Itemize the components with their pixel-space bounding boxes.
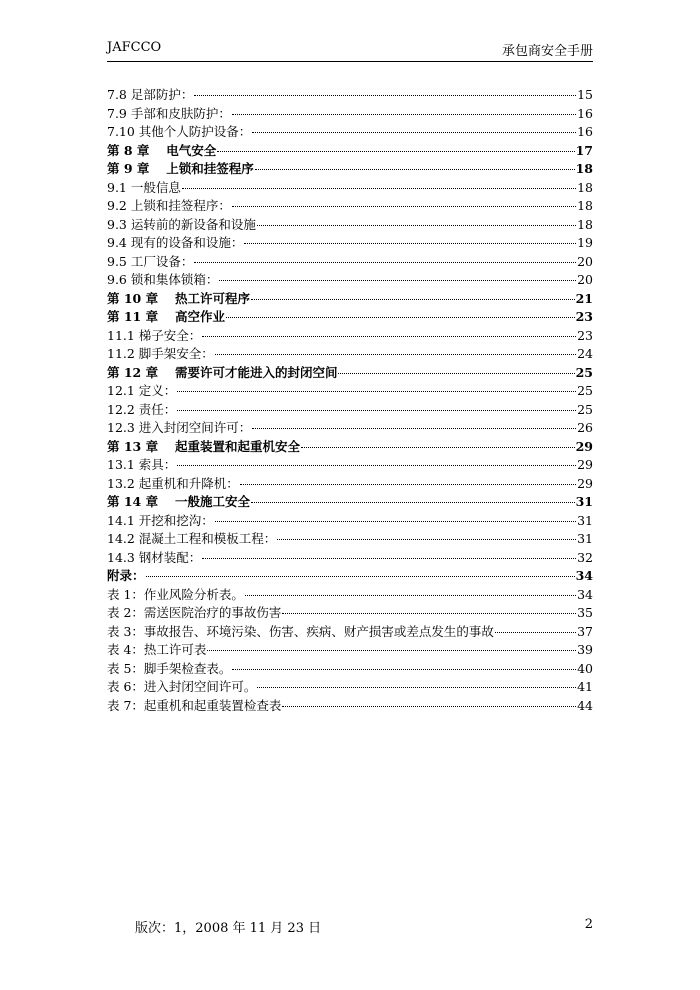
toc-entry-title: 9.4 现有的设备和设施： bbox=[107, 235, 244, 250]
toc-entry-title: 11.2 脚手架安全： bbox=[107, 346, 214, 361]
toc-entry-page: 39 bbox=[577, 642, 593, 657]
dot-leader bbox=[257, 225, 576, 226]
toc-entry-title: 7.8 足部防护： bbox=[107, 87, 194, 102]
dot-leader bbox=[240, 484, 576, 485]
dot-leader bbox=[232, 206, 576, 207]
toc-entry[interactable] bbox=[107, 678, 593, 697]
toc-entry[interactable] bbox=[107, 549, 593, 568]
toc-entry-title: 9.1 一般信息 bbox=[107, 179, 181, 195]
toc-entry-page: 26 bbox=[577, 420, 593, 435]
toc-entry-page: 18 bbox=[577, 198, 593, 213]
toc-entry-page: 31 bbox=[577, 531, 593, 546]
toc-entry-page: 32 bbox=[577, 549, 593, 565]
toc-entry-title: 14.1 开挖和挖沟： bbox=[107, 512, 214, 528]
toc-entry[interactable] bbox=[107, 345, 593, 364]
dot-leader bbox=[194, 95, 576, 96]
toc-entry-title: 第 8 章 电气安全 bbox=[107, 142, 217, 158]
toc-entry-page: 18 bbox=[577, 216, 593, 232]
toc-entry-title: 第 12 章 需要许可才能进入的封闭空间 bbox=[107, 364, 338, 380]
toc-entry[interactable] bbox=[107, 586, 593, 605]
toc-chapter-entry[interactable] bbox=[107, 142, 593, 161]
toc-chapter-entry[interactable] bbox=[107, 438, 593, 457]
toc-entry-page: 16 bbox=[577, 105, 593, 121]
header-company: JAFCCO bbox=[107, 40, 162, 55]
footer-revision: 版次：1，2008 年 11 月 23 日 bbox=[135, 921, 322, 936]
dot-leader bbox=[207, 650, 576, 651]
toc-entry-title: 7.10 其他个人防护设备： bbox=[107, 124, 252, 139]
toc-entry-page: 25 bbox=[575, 364, 593, 380]
dot-leader bbox=[252, 132, 576, 133]
dot-leader bbox=[277, 539, 576, 540]
dot-leader bbox=[146, 576, 575, 577]
toc-entry-title: 13.2 起重机和升降机： bbox=[107, 475, 239, 491]
toc-entry-title: 表 2：需送医院治疗的事故伤害 bbox=[107, 605, 282, 620]
dot-leader bbox=[232, 114, 576, 115]
dot-leader bbox=[251, 502, 575, 503]
toc-entry-page: 15 bbox=[577, 87, 593, 102]
toc-entry[interactable] bbox=[107, 105, 593, 124]
toc-entry-page: 17 bbox=[575, 142, 593, 158]
toc-entry[interactable] bbox=[107, 641, 593, 660]
toc-entry[interactable] bbox=[107, 475, 593, 494]
toc-entry-page: 20 bbox=[577, 253, 593, 269]
toc-chapter-entry[interactable] bbox=[107, 567, 593, 586]
toc-entry-title: 表 5：脚手架检查表。 bbox=[107, 660, 232, 676]
toc-entry[interactable] bbox=[107, 623, 593, 642]
table-of-contents bbox=[107, 86, 593, 715]
toc-entry-page: 25 bbox=[577, 401, 593, 417]
toc-entry-title: 第 10 章 热工许可程序 bbox=[107, 290, 250, 306]
toc-entry-title: 附录： bbox=[107, 568, 145, 583]
toc-entry[interactable] bbox=[107, 382, 593, 401]
dot-leader bbox=[338, 373, 574, 374]
toc-entry[interactable] bbox=[107, 530, 593, 549]
toc-entry-page: 29 bbox=[577, 457, 593, 472]
dot-leader bbox=[182, 188, 576, 189]
toc-entry-page: 18 bbox=[577, 179, 593, 195]
toc-entry-title: 12.2 责任： bbox=[107, 401, 177, 417]
toc-entry-title: 14.2 混凝土工程和模板工程： bbox=[107, 531, 277, 546]
toc-entry[interactable] bbox=[107, 197, 593, 216]
toc-entry-title: 9.6 锁和集体锁箱： bbox=[107, 272, 219, 287]
toc-entry[interactable] bbox=[107, 179, 593, 198]
toc-entry-title: 表 1：作业风险分析表。 bbox=[107, 586, 244, 602]
dot-leader bbox=[226, 317, 575, 318]
dot-leader bbox=[215, 354, 576, 355]
toc-entry-page: 40 bbox=[577, 660, 593, 676]
toc-entry-page: 34 bbox=[577, 586, 593, 602]
toc-entry-page: 37 bbox=[577, 623, 593, 639]
dot-leader bbox=[194, 262, 576, 263]
toc-entry[interactable] bbox=[107, 253, 593, 272]
page-header bbox=[107, 40, 593, 59]
toc-entry[interactable] bbox=[107, 401, 593, 420]
toc-entry[interactable] bbox=[107, 512, 593, 531]
toc-entry-title: 12.3 进入封闭空间许可： bbox=[107, 420, 252, 435]
toc-entry-page: 41 bbox=[577, 679, 593, 694]
dot-leader bbox=[202, 336, 576, 337]
toc-entry[interactable] bbox=[107, 271, 593, 290]
toc-entry-page: 29 bbox=[577, 475, 593, 491]
toc-entry-page: 31 bbox=[577, 512, 593, 528]
toc-entry-title: 第 11 章 高空作业 bbox=[107, 309, 225, 324]
toc-entry[interactable] bbox=[107, 327, 593, 346]
dot-leader bbox=[232, 669, 576, 670]
dot-leader bbox=[217, 151, 574, 152]
dot-leader bbox=[282, 613, 576, 614]
dot-leader bbox=[244, 243, 576, 244]
toc-entry-page: 31 bbox=[575, 494, 593, 509]
dot-leader bbox=[301, 447, 575, 448]
toc-entry-title: 表 6：进入封闭空间许可。 bbox=[107, 679, 257, 694]
dot-leader bbox=[215, 521, 576, 522]
toc-chapter-entry[interactable] bbox=[107, 290, 593, 309]
toc-entry-title: 12.1 定义： bbox=[107, 383, 177, 398]
toc-entry[interactable] bbox=[107, 86, 593, 105]
toc-entry[interactable] bbox=[107, 419, 593, 438]
toc-entry[interactable] bbox=[107, 216, 593, 235]
header-document-title: 承包商安全手册 bbox=[501, 44, 593, 59]
page-footer bbox=[107, 917, 593, 936]
toc-entry[interactable] bbox=[107, 234, 593, 253]
toc-entry-title: 第 13 章 起重装置和起重机安全 bbox=[107, 438, 300, 454]
dot-leader bbox=[495, 632, 576, 633]
dot-leader bbox=[257, 687, 576, 688]
toc-entry-page: 18 bbox=[575, 161, 593, 176]
dot-leader bbox=[177, 410, 576, 411]
toc-entry-title: 9.3 运转前的新设备和设施 bbox=[107, 216, 256, 232]
toc-chapter-entry[interactable] bbox=[107, 493, 593, 512]
toc-chapter-entry[interactable] bbox=[107, 308, 593, 327]
toc-entry-page: 34 bbox=[575, 568, 593, 583]
toc-entry-title: 7.9 手部和皮肤防护： bbox=[107, 105, 231, 121]
header-divider bbox=[107, 61, 593, 62]
footer-page-number: 2 bbox=[584, 917, 593, 932]
toc-entry-title: 第 14 章 一般施工安全 bbox=[107, 494, 250, 509]
dot-leader bbox=[202, 558, 576, 559]
toc-entry-title: 第 9 章 上锁和挂签程序 bbox=[107, 161, 254, 176]
toc-entry-page: 16 bbox=[577, 124, 593, 139]
toc-entry-page: 24 bbox=[577, 346, 593, 361]
toc-entry[interactable] bbox=[107, 604, 593, 623]
toc-entry[interactable] bbox=[107, 660, 593, 679]
toc-entry-title: 11.1 梯子安全： bbox=[107, 327, 202, 343]
toc-entry-title: 14.3 钢材装配： bbox=[107, 549, 202, 565]
dot-leader bbox=[177, 465, 576, 466]
toc-chapter-entry[interactable] bbox=[107, 364, 593, 383]
toc-entry-page: 23 bbox=[577, 327, 593, 343]
toc-entry[interactable] bbox=[107, 697, 593, 716]
toc-entry-page: 25 bbox=[577, 383, 593, 398]
dot-leader bbox=[255, 169, 575, 170]
toc-entry-title: 表 3：事故报告、环境污染、伤害、疾病、财产损害或差点发生的事故 bbox=[107, 623, 494, 639]
dot-leader bbox=[282, 706, 576, 707]
toc-entry-page: 20 bbox=[577, 272, 593, 287]
dot-leader bbox=[252, 428, 576, 429]
toc-chapter-entry[interactable] bbox=[107, 160, 593, 179]
toc-entry-page: 19 bbox=[577, 235, 593, 250]
dot-leader bbox=[177, 391, 576, 392]
toc-entry-title: 表 7：起重机和起重装置检查表 bbox=[107, 697, 282, 713]
toc-entry-page: 23 bbox=[575, 309, 593, 324]
toc-entry-title: 表 4：热工许可表 bbox=[107, 642, 207, 657]
dot-leader bbox=[245, 595, 576, 596]
toc-entry-page: 44 bbox=[577, 697, 593, 713]
toc-entry-page: 35 bbox=[577, 605, 593, 620]
toc-entry-title: 13.1 索具： bbox=[107, 457, 177, 472]
toc-entry-title: 9.5 工厂设备： bbox=[107, 253, 194, 269]
toc-entry[interactable] bbox=[107, 456, 593, 475]
toc-entry-title: 9.2 上锁和挂签程序： bbox=[107, 198, 231, 213]
toc-entry[interactable] bbox=[107, 123, 593, 142]
toc-entry-page: 29 bbox=[575, 438, 593, 454]
dot-leader bbox=[251, 299, 575, 300]
dot-leader bbox=[219, 280, 576, 281]
toc-entry-page: 21 bbox=[575, 290, 593, 306]
